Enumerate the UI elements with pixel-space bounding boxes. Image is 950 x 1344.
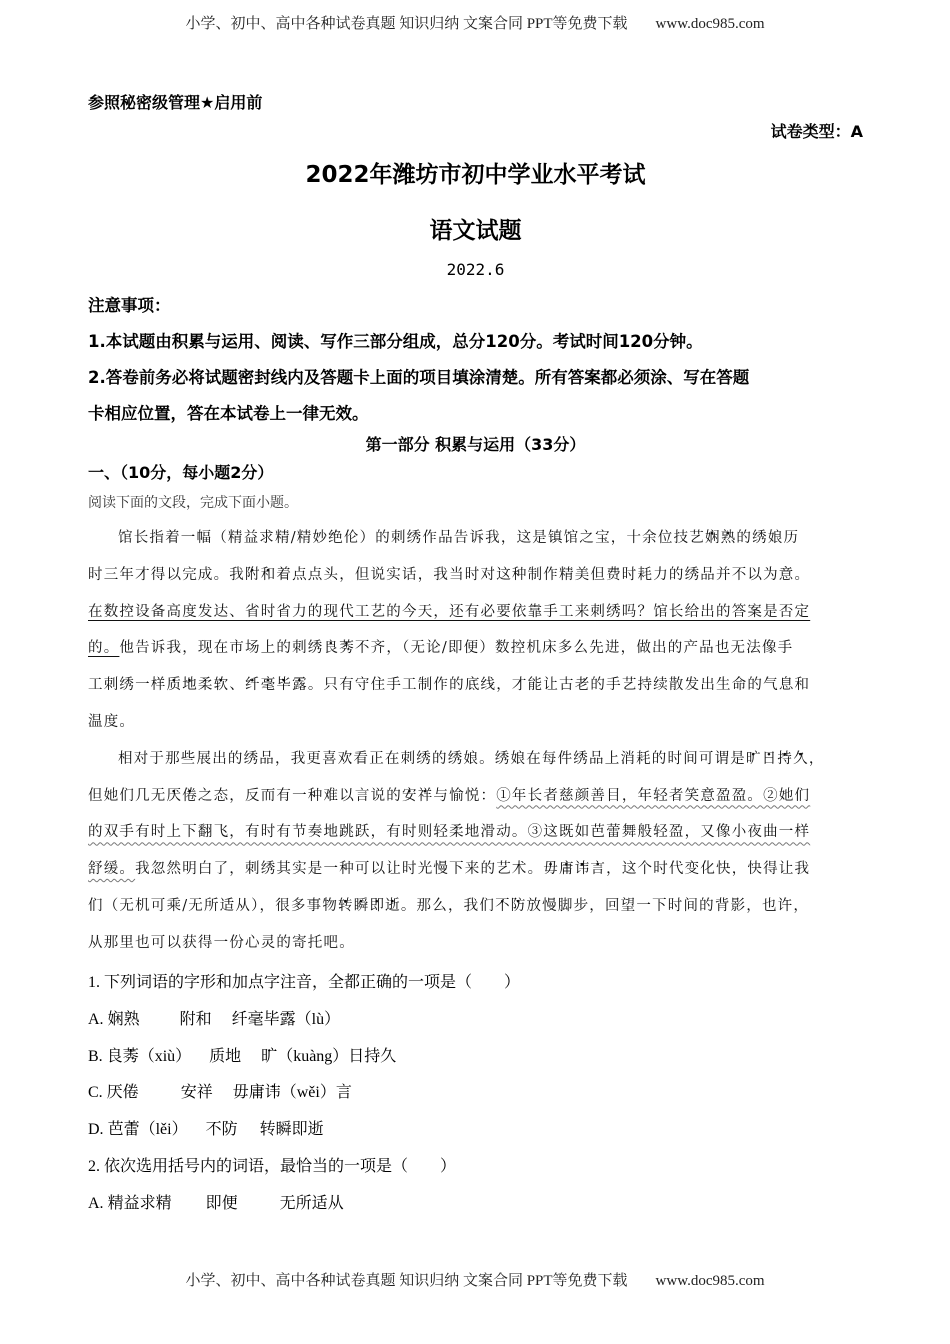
text: 着点点头，但说实话，我当时对这种制作精美但费时耗力的绣品并不以为意。 — [276, 566, 811, 583]
passage-line — [88, 778, 863, 815]
passage-line — [88, 925, 863, 962]
notes-section — [88, 288, 863, 432]
text: ，这个时代变化快，快得让我 — [606, 861, 811, 878]
part-heading: 一、（10分，每小题2分） — [88, 463, 274, 482]
wavy-underlined-sentence: ①年长者慈颜善目，年轻者笑意盈盈。②她们 — [496, 787, 811, 804]
text: （xiù） — [138, 1047, 192, 1065]
option-label: D. — [88, 1121, 108, 1139]
dotted-char: · 转 — [338, 898, 354, 914]
dotted-char: · 即 — [369, 898, 385, 914]
dotted-char: · 莠 — [339, 640, 355, 656]
dotted-char: · 讳 — [265, 1084, 281, 1101]
text: 温度。 — [88, 713, 136, 730]
option-label: B. — [88, 1047, 107, 1065]
text: 精益求精 — [107, 1194, 172, 1212]
text: 之态，反而有一种难以言说的 — [197, 787, 403, 804]
dotted-char: · 不 — [495, 898, 511, 914]
text: 工刺绣一样 — [88, 677, 167, 694]
dotted-char: · 厌 — [167, 788, 183, 804]
passage-line — [88, 520, 863, 557]
text: 们（无机可乘/无所适从），很多事物 — [88, 897, 339, 914]
text: 转瞬即逝 — [259, 1121, 324, 1139]
option-d — [88, 1112, 863, 1149]
dotted-char: · 蕾 — [124, 1121, 140, 1138]
dotted-char: · 质 — [167, 677, 183, 693]
dotted-char: · 言 — [590, 861, 606, 877]
dotted-char: · 庸 — [559, 861, 575, 877]
text: （wěi）言 — [280, 1084, 352, 1102]
dotted-char: · 讳 — [575, 861, 591, 877]
text: 、 — [229, 677, 246, 694]
dotted-char: · 久 — [793, 751, 809, 767]
passage-line — [88, 704, 863, 741]
text: 我忽然明白了，刺绣其实是一种可以让时光慢下来的艺术。 — [135, 861, 544, 878]
passage-line — [88, 814, 863, 851]
dotted-char: · 良 — [324, 640, 340, 656]
text: 无所适从 — [279, 1194, 344, 1212]
exam-subtitle: 语文试题 — [429, 218, 522, 244]
dotted-char: · 和 — [261, 567, 277, 583]
passage-line — [88, 851, 863, 888]
notes-heading: 注意事项： — [88, 296, 171, 315]
text: 良 — [106, 1047, 123, 1065]
text: ， — [808, 750, 825, 767]
option-b — [88, 1039, 863, 1076]
dotted-char: · 旷 — [261, 1048, 277, 1065]
option-label: A. — [88, 1194, 108, 1212]
dotted-char: · 露 — [292, 677, 308, 693]
passage-line — [88, 594, 863, 631]
text: 与愉悦： — [433, 787, 497, 804]
text: 从那里也可以获得一份心灵的寄托吧。 — [88, 934, 355, 951]
passage-line — [88, 741, 863, 778]
text: 附和 — [179, 1010, 212, 1028]
page-footer-banner — [0, 1269, 950, 1290]
text: （kuàng）日持久 — [277, 1047, 397, 1065]
wavy-underlined-sentence: 舒缓。 — [88, 861, 136, 878]
text: 毋庸 — [232, 1084, 265, 1102]
text: 安祥 — [180, 1084, 213, 1102]
option-a — [88, 1002, 863, 1039]
reading-passage — [88, 520, 863, 962]
header-banner-site[interactable]: www.doc985.com — [655, 16, 765, 32]
text: （lù） — [295, 1010, 341, 1028]
dotted-char: · 纤 — [245, 677, 261, 693]
dotted-char: · 毋 — [543, 861, 559, 877]
dotted-char: · 露 — [280, 1011, 296, 1028]
text: 但她们几无 — [88, 787, 167, 804]
dotted-char: · 软 — [214, 677, 230, 693]
text: 。那么，我们 — [400, 897, 496, 914]
dotted-char: · 逝 — [385, 898, 401, 914]
option-c — [88, 1075, 863, 1112]
text: 放慢脚步，回望一下时间的背影，也许， — [526, 897, 810, 914]
footer-banner-text: 小学、初中、高中各种试卷真题 知识归纳 文案合同 PPT等免费下载 — [185, 1273, 628, 1289]
questions-section — [88, 965, 863, 1223]
secret-level-label: 参照秘密级管理★启用前 — [88, 93, 263, 112]
option-label: C. — [88, 1084, 107, 1102]
text: 质地 — [209, 1047, 242, 1065]
text: 相对于那些展出的绣品，我更喜欢看正在刺绣的绣娘。绣娘在每件绣品上消耗的时间可谓是 — [118, 750, 746, 767]
text: 馆长指着一幅（精益求精/精妙绝伦）的刺绣作品告诉我，这是镇馆之宝，十余位技艺 — [118, 530, 705, 546]
text: 厌倦 — [106, 1084, 139, 1102]
wavy-underlined-sentence: 的双手有时上下翻飞，有时有节奏地跳跃，有时则轻柔地滑动。③这既如芭蕾舞般轻盈，又像小夜曲一样 — [88, 824, 811, 841]
text: （lěi） — [139, 1121, 188, 1139]
reading-instruction: 阅读下面的文段，完成下面小题。 — [88, 495, 298, 511]
question-stem: 1. 下列词语的字形和加点字注音，全都正确的一项是（ ） — [88, 974, 521, 991]
option-label: A. — [88, 1010, 108, 1028]
underlined-sentence: 在数控设备高度发达、省时省力的现代工艺的今天，还有必要依靠手工来刺绣吗？馆长给出的答案是否定 — [88, 603, 811, 620]
page-header-banner — [0, 12, 950, 33]
section-heading: 第一部分 积累与运用（33分） — [365, 435, 586, 454]
exam-title: 2022年潍坊市初中学业水平考试 — [305, 162, 646, 188]
passage-line — [88, 667, 863, 704]
dotted-char: · 祥 — [418, 788, 434, 804]
footer-banner-site[interactable]: www.doc985.com — [655, 1273, 765, 1289]
text: 。只有守住手工制作的底线，才能让古老的手艺持续散发出生命的气息和 — [307, 677, 811, 694]
dotted-char: · 防 — [511, 898, 527, 914]
dotted-char: · 安 — [402, 788, 418, 804]
passage-line — [88, 557, 863, 594]
underlined-sentence: 的。 — [88, 640, 120, 657]
passage-line — [88, 888, 863, 925]
dotted-char: · 莠 — [123, 1048, 139, 1065]
dotted-char: · 熟 — [721, 530, 737, 546]
text: 他告诉我，现在市场上的刺绣 — [119, 640, 324, 657]
text: 时三年才得以完成。我 — [88, 566, 245, 583]
dotted-char: · 毕 — [276, 677, 292, 693]
dotted-char: · 地 — [182, 677, 198, 693]
text: 柔 — [197, 677, 214, 694]
text: 纤毫毕 — [231, 1010, 280, 1028]
dotted-char: · 旷 — [746, 751, 762, 767]
text: 即便 — [205, 1194, 238, 1212]
dotted-char: · 毫 — [261, 677, 277, 693]
dotted-char: · 瞬 — [354, 898, 370, 914]
text: 芭 — [107, 1121, 124, 1139]
notes-item: 卡相应位置，答在本试卷上一律无效。 — [88, 404, 369, 423]
notes-item: 2.答卷前务必将试题密封线内及答题卡上面的项目填涂清楚。所有答案都必须涂、写在答题 — [88, 368, 750, 387]
dotted-char: · 娴 — [705, 530, 721, 546]
option-a — [88, 1186, 863, 1223]
text: 不齐，（无论/即便）数控机床多么先进，做出的产品也无法像手 — [354, 640, 794, 657]
question-stem: 2. 依次选用括号内的词语，最恰当的一项是（ ） — [88, 1157, 457, 1175]
dotted-char: · 持 — [777, 751, 793, 767]
paper-type-label: 试卷类型：A — [770, 122, 863, 141]
dotted-char: · 附 — [245, 567, 261, 583]
passage-line — [88, 630, 863, 667]
header-banner-text: 小学、初中、高中各种试卷真题 知识归纳 文案合同 PPT等免费下载 — [185, 16, 628, 32]
text: 娴熟 — [107, 1010, 140, 1028]
text: 的绣娘历 — [736, 530, 800, 546]
notes-item: 1.本试题由积累与运用、阅读、写作三部分组成，总分120分。考试时间120分钟。 — [88, 332, 703, 351]
dotted-char: · 日 — [762, 751, 778, 767]
dotted-char: · 倦 — [182, 788, 198, 804]
exam-date: 2022.6 — [446, 260, 505, 279]
text: 不防 — [205, 1121, 238, 1139]
